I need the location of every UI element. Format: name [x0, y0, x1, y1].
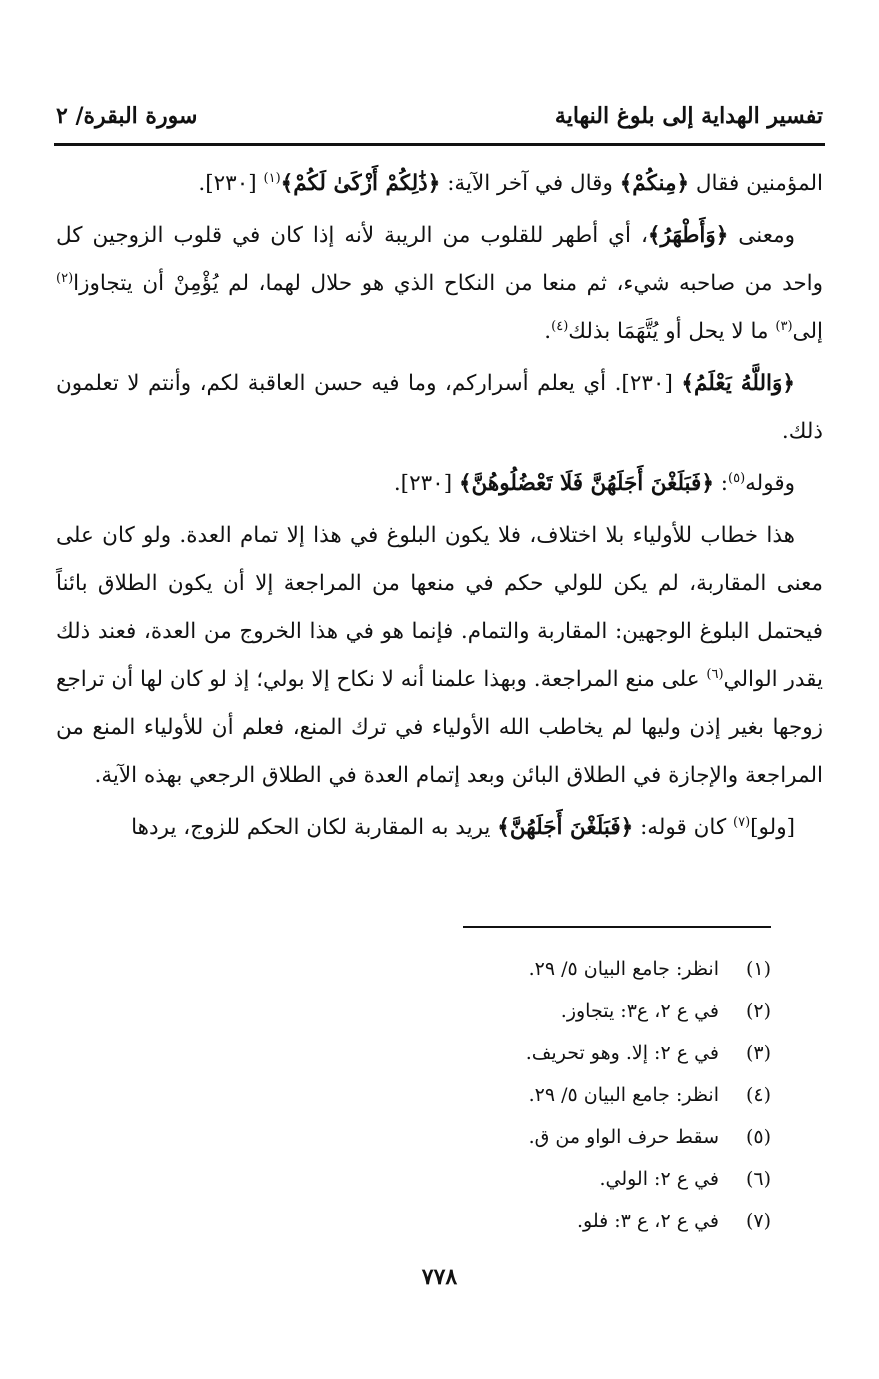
footnote-ref: (٣) — [775, 318, 793, 334]
text-run: [٢٣٠]. أي يعلم أسراركم، وما فيه حسن العاقبة لكم، وأنتم لا تعلمون ذلك. — [56, 371, 823, 444]
footnote-number: (٧) — [745, 1210, 771, 1232]
text-run: [٢٣٠]. — [393, 471, 459, 496]
quran-verse: ﴿ذَٰلِكُمْ أَزْكَىٰ لَكُمْ﴾ — [280, 171, 441, 196]
text-run: : — [713, 471, 728, 496]
paragraph — [56, 160, 823, 208]
text-run: ، أي أطهر للقلوب من الريبة لأنه إذا كان في قلوب الزوجين كل واحد من صاحبه شيء، ثم منعا من النكاح الذي هو حلال لهما، لم يُؤْمِنْ أن يتجاوزا — [56, 223, 823, 296]
page-number: ٧٧٨ — [421, 1264, 458, 1290]
quran-verse: ﴿فَبَلَغْنَ أَجَلَهُنَّ﴾ — [497, 815, 634, 840]
quran-verse: ﴿فَبَلَغْنَ أَجَلَهُنَّ فَلَا تَعْضُلُوهُنَّ﴾ — [458, 471, 714, 496]
text-run: كان قوله: — [633, 815, 734, 840]
paragraph — [56, 512, 823, 800]
footnote-item — [56, 1074, 771, 1116]
footnote-number: (٤) — [745, 1084, 771, 1106]
paragraph — [56, 460, 823, 508]
footnote-item — [56, 990, 771, 1032]
footnote-text: سقط حرف الواو من ق. — [528, 1126, 719, 1148]
header-rule — [54, 143, 825, 146]
main-text — [56, 160, 823, 856]
running-header — [56, 98, 823, 134]
footnote-text: انظر: جامع البيان ٥/ ٢٩. — [528, 1084, 719, 1106]
footnote-number: (٥) — [745, 1126, 771, 1148]
footnote-text: في ع ٢، ع ٣: فلو. — [576, 1210, 719, 1232]
quran-verse: ﴿وَاللَّهُ يَعْلَمُ﴾ — [681, 371, 795, 396]
text-run: ومعنى — [728, 223, 795, 248]
footnote-ref: (٧) — [733, 814, 751, 830]
footnote-item — [56, 1116, 771, 1158]
book-title: تفسير الهداية إلى بلوغ النهاية — [554, 103, 823, 129]
footnote-number: (٢) — [745, 1000, 771, 1022]
quran-verse: ﴿وَأَطْهَرُ﴾ — [647, 223, 729, 248]
text-run: وقوله — [745, 471, 795, 496]
paragraph — [56, 212, 823, 356]
footnote-ref: (٦) — [706, 666, 724, 682]
footnote-ref: (٢) — [56, 270, 74, 286]
footnote-ref: (١) — [263, 170, 281, 186]
footnote-text: في ع ٢: الولي. — [599, 1168, 719, 1190]
footnote-number: (١) — [745, 958, 771, 980]
footnotes — [56, 948, 771, 1242]
footnote-number: (٦) — [745, 1168, 771, 1190]
footnote-item — [56, 948, 771, 990]
footnote-text: انظر: جامع البيان ٥/ ٢٩. — [528, 958, 719, 980]
footnote-text: في ع ٢: إلا. وهو تحريف. — [525, 1042, 719, 1064]
text-run: [٢٣٠]. — [198, 171, 264, 196]
text-run: . — [544, 319, 552, 344]
footnote-item — [56, 1032, 771, 1074]
footnote-text: في ع ٢، ع٣: يتجاوز. — [560, 1000, 719, 1022]
footnote-separator — [463, 926, 771, 928]
surah-reference: سورة البقرة/ ٢ — [56, 103, 198, 129]
paragraph — [56, 804, 823, 852]
footnote-item — [56, 1158, 771, 1200]
footnote-number: (٣) — [745, 1042, 771, 1064]
text-run: [ولو] — [750, 815, 795, 840]
text-run: وقال في آخر الآية: — [440, 171, 620, 196]
paragraph — [56, 360, 823, 456]
text-run: إلى — [792, 319, 823, 344]
quran-verse: ﴿مِنكُمْ﴾ — [619, 171, 690, 196]
text-run: هذا خطاب للأولياء بلا اختلاف، فلا يكون البلوغ في هذا إلا تمام العدة. ولو كان على معنى المقاربة، لم يكن للولي حكم في منعها من المراجعة إلا أن يكون الطلاق بائناً فيحتمل البلوغ الوجهين: المقاربة والتمام. فإنما هو في هذا الخروج من العدة، فعند ذلك يقدر الوالي — [56, 523, 823, 692]
text-run: ما لا يحل أو يُتَّهَمَا بذلك — [568, 319, 776, 344]
text-run: على منع المراجعة. وبهذا علمنا أنه لا نكاح إلا بولي؛ إذ لو كان لها أن تراجع زوجها بغير إذن وليها لم يخاطب الله الأولياء في ترك المنع، فعلم أن للأولياء المنع من المراجعة والإجازة في الطلاق البائن وبعد إتمام العدة في الطلاق الرجعي بهذه الآية. — [56, 667, 823, 788]
footnote-ref: (٤) — [551, 318, 569, 334]
text-run: المؤمنين فقال — [689, 171, 823, 196]
footnote-ref: (٥) — [728, 470, 746, 486]
footnote-item — [56, 1200, 771, 1242]
text-run: يريد به المقاربة لكان الحكم للزوج، يردها — [131, 815, 498, 840]
